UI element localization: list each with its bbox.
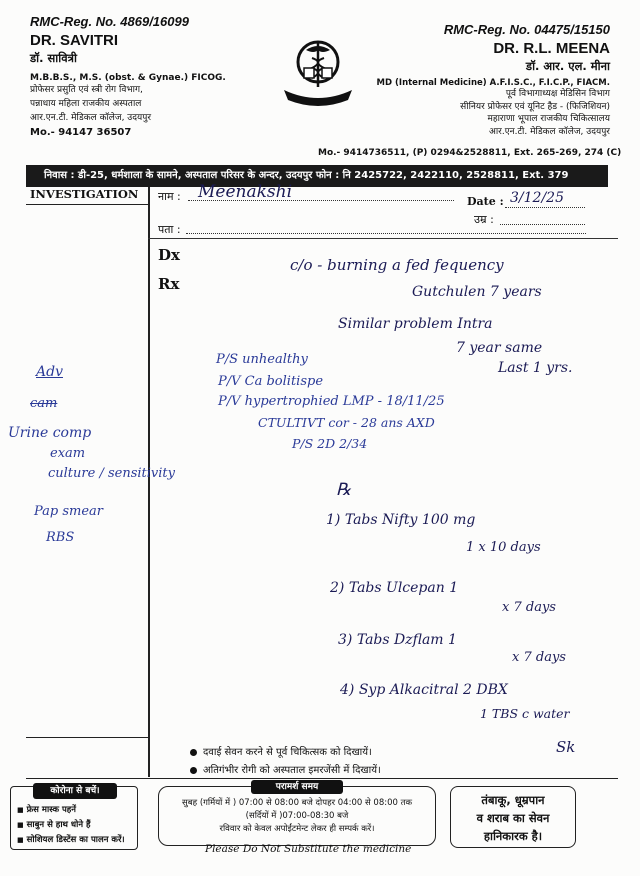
- covid-title: कोरोना से बचें।: [33, 783, 117, 799]
- complaint-line-4: 7 year same: [456, 340, 543, 356]
- exam-line-5: P/S 2D 2/34: [292, 436, 368, 451]
- timings-line-3: रविवार को केवल अपोईंटमेन्ट लेकर ही सम्पर्क करें।: [219, 824, 375, 834]
- exam-line-1: P/S unhealthy: [216, 352, 308, 367]
- tobacco-warning-box: [450, 786, 576, 848]
- age-dotted-line: [500, 224, 585, 225]
- note-1-text: दवाई सेवन करने से पूर्व चिकित्सक को दिखायें।: [203, 747, 372, 758]
- column-divider: [148, 187, 150, 777]
- exam-line-4: CTULTIVT cor - 28 ans AXD: [258, 415, 435, 430]
- doctor-right-line4: आर.एन.टी. मेडिकल कॉलेज, उदयपुर: [488, 126, 610, 137]
- address-label: पता :: [158, 223, 181, 236]
- doctor-right-contact: Mo.- 9414736511, (P) 0294&2528811, Ext. 265-269, 274 (C): [318, 148, 622, 158]
- doctor-right-name: DR. R.L. MEENA: [493, 40, 610, 57]
- rx-item-4: 4) Syp Alkacitral 2 DBX: [340, 682, 508, 698]
- left-column-bottom-line: [26, 737, 148, 738]
- doctor-right-block: [340, 22, 610, 138]
- tobacco-line-2: व शराब का सेवन: [476, 811, 550, 825]
- timings-title: परामर्श समय: [251, 780, 343, 794]
- rx-symbol-handwritten: ℞: [336, 480, 352, 500]
- body-bottom-line: [26, 778, 618, 779]
- doctor-right-line3: महाराणा भूपाल राजकीय चिकित्सालय: [487, 114, 610, 124]
- doctor-left-name-hindi: डॉ. सावित्री: [30, 51, 77, 65]
- advice-line-2: Urine comp: [8, 425, 92, 441]
- advice-line-5: Pap smear: [34, 504, 104, 519]
- complaint-line-3: Similar problem Intra: [338, 316, 493, 332]
- covid-advice-box: [10, 786, 138, 850]
- timings-line-2: (सर्दियों में )07:00-08:30 बजे: [245, 811, 349, 821]
- timings-line-1: सुबह (गर्मियों में ) 07:00 से 08:00 बजे दोपहर 04:00 से 08:00 तक: [182, 798, 412, 808]
- doctor-left-qualifications: M.B.B.S., M.S. (obst. & Gynae.) FICOG.: [30, 73, 226, 83]
- doctor-left-name: DR. SAVITRI: [30, 32, 119, 49]
- doctor-left-line3: आर.एन.टी. मेडिकल कॉलेज, उदयपुर: [30, 113, 152, 123]
- doctor-right-line2: सीनियर प्रोफेसर एवं यूनिट हैड - (फिजिशियन): [460, 101, 610, 112]
- date-label: Date :: [467, 195, 504, 208]
- doctor-left-line1: प्रोफेसर प्रसुति एवं स्त्री रोग विभाग,: [30, 85, 143, 95]
- doctor-left-line2: पन्नाधाय महिला राजकीय अस्पताल: [30, 99, 142, 109]
- rx-item-3: 3) Tabs Dzflam 1: [338, 632, 457, 648]
- doctor-right-name-hindi: डॉ. आर. एल. मीना: [525, 59, 610, 73]
- exam-line-3: P/V hypertrophied LMP - 18/11/25: [218, 394, 445, 409]
- advice-heading: Adv: [36, 364, 63, 380]
- note-2-text: अतिगंभीर रोगी को अस्पताल इमरजेंसी में दिखायें।: [203, 765, 381, 776]
- date-value: 3/12/25: [510, 190, 564, 206]
- covid-item: ■ फ्रेस मास्क पहनें: [17, 803, 125, 818]
- note-1: [190, 744, 372, 758]
- rx-item-2-dose: x 7 days: [502, 600, 556, 615]
- doctor-left-block: [30, 14, 260, 138]
- consultation-timings-box: [158, 782, 436, 846]
- rx-symbol: Rx: [158, 275, 180, 293]
- doctor-right-reg: RMC-Reg. No. 04475/15150: [443, 22, 610, 37]
- advice-line-4: culture / sensitivity: [48, 466, 175, 481]
- address-dotted-line: [186, 233, 586, 234]
- tobacco-line-1: तंबाकू, धूम्रपान: [481, 793, 545, 807]
- covid-list: [17, 803, 125, 848]
- doctor-right-line1: पूर्व विभागाध्यक्ष मेडिसिन विभाग: [505, 89, 610, 99]
- complaint-line-5: Last 1 yrs.: [498, 360, 573, 376]
- date-dotted-line: [505, 207, 585, 208]
- dx-symbol: Dx: [158, 246, 180, 264]
- complaint-line-2: Gutchulen 7 years: [412, 284, 542, 300]
- bullet-icon: [190, 767, 197, 774]
- covid-item: ■ सोशियल डिस्टेंस का पालन करें।: [17, 833, 125, 848]
- note-2: [190, 762, 381, 776]
- tobacco-line-3: हानिकारक है।: [483, 829, 543, 843]
- complaint-line-1: c/o - burning a fed fequency: [290, 256, 504, 274]
- advice-line-1: cam: [30, 396, 58, 411]
- no-substitute-footer: Please Do Not Substitute the medicine: [205, 843, 412, 855]
- rx-item-2: 2) Tabs Ulcepan 1: [330, 580, 459, 596]
- investigation-heading: INVESTIGATION: [30, 187, 139, 201]
- rx-item-1-dose: 1 x 10 days: [466, 540, 541, 555]
- doctor-right-qualifications: MD (Internal Medicine) A.F.I.S.C., F.I.C.P., FIACM.: [376, 78, 610, 88]
- exam-line-2: P/V Ca bolitispe: [218, 374, 324, 389]
- header-field-divider: [148, 238, 618, 239]
- rx-item-3-dose: x 7 days: [512, 650, 566, 665]
- patient-name-value: Meenakshi: [198, 182, 293, 202]
- doctor-left-reg: RMC-Reg. No. 4869/16099: [30, 14, 189, 29]
- covid-item: ■ साबुन से हाथ धोने हैं: [17, 818, 125, 833]
- advice-line-3: exam: [50, 446, 86, 461]
- name-label: नाम :: [158, 190, 181, 203]
- bullet-icon: [190, 749, 197, 756]
- doctor-signature: Sk: [556, 738, 576, 756]
- age-label: उम्र :: [474, 213, 494, 226]
- residence-address-bar: निवास : डी-25, धर्मशाला के सामने, अस्पताल परिसर के अन्दर, उदयपुर फोन : नि 2425722, 2422110, 2528811, Ext. 379: [26, 165, 608, 187]
- advice-line-6: RBS: [46, 530, 75, 545]
- investigation-underline: [26, 204, 148, 205]
- doctor-left-mobile: Mo.- 94147 36507: [30, 127, 132, 138]
- rx-item-4-dose: 1 TBS c water: [480, 706, 570, 721]
- rx-item-1: 1) Tabs Nifty 100 mg: [326, 512, 476, 528]
